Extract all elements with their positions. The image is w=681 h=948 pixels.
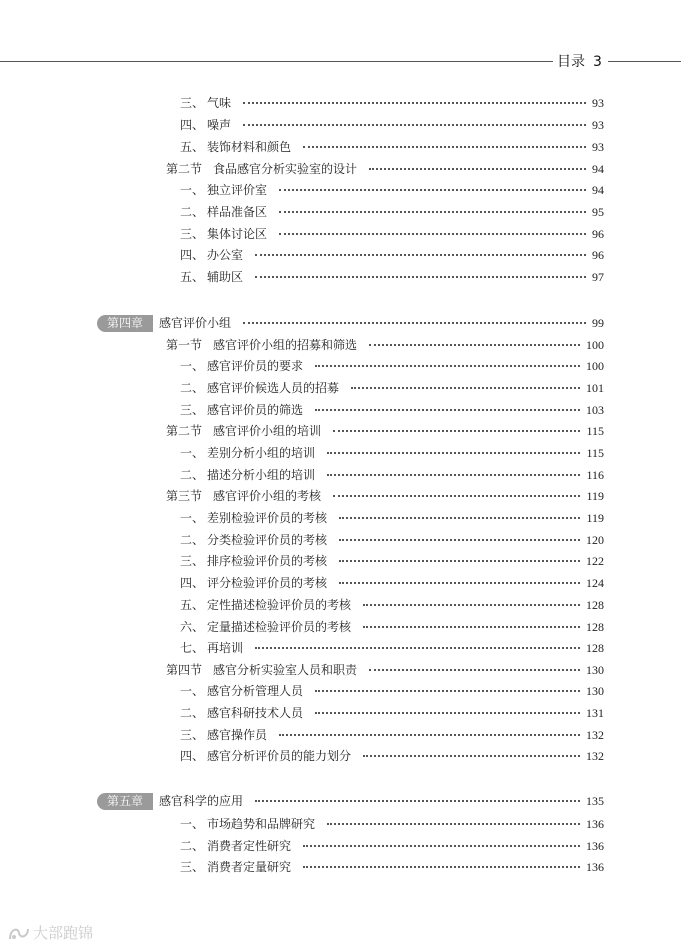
toc-entry-title: 食品感官分析实验室的设计 (213, 162, 358, 176)
toc-entry-label (166, 487, 321, 505)
toc-entry-title: 消费者定量研究 (207, 860, 292, 874)
toc-entry-number: 五、 (180, 598, 205, 612)
toc-item-row[interactable] (0, 639, 681, 657)
running-head-page-number: 3 (593, 54, 602, 70)
toc-entry-page-number: 93 (592, 96, 604, 110)
toc-entry-number: 四、 (180, 749, 205, 763)
toc-dot-leader (339, 560, 580, 562)
toc-item-row[interactable] (0, 116, 681, 134)
toc-entry-number: 二、 (180, 533, 205, 547)
toc-item-row[interactable] (0, 444, 681, 462)
toc-entry-title: 噪声 (207, 118, 232, 132)
toc-item-row[interactable] (0, 401, 681, 419)
toc-entry-page-number: 136 (586, 839, 604, 853)
toc-entry-page-number: 119 (586, 511, 604, 525)
toc-entry-label (180, 444, 315, 462)
toc-entry-number: 三、 (180, 728, 205, 742)
toc-entry-label (180, 466, 315, 484)
toc-entry-number: 一、 (180, 183, 205, 197)
toc-entry-page-number: 115 (586, 424, 604, 438)
toc-entry-page-number: 94 (592, 183, 604, 197)
running-head-title: 目录 (557, 54, 585, 70)
toc-entry-page-number: 96 (592, 227, 604, 241)
toc-entry-page-number: 130 (586, 684, 604, 698)
toc-dot-leader (279, 189, 586, 191)
toc-item-row[interactable] (0, 726, 681, 744)
toc-entry-number: 三、 (180, 96, 205, 110)
toc-dot-leader (363, 604, 580, 606)
toc-entry-label (180, 357, 303, 375)
toc-entry-label (180, 618, 351, 636)
toc-dot-leader (363, 755, 580, 757)
toc-entry-number: 第二节 (166, 162, 203, 176)
toc-dot-leader (279, 233, 586, 235)
toc-entry-title: 感官评价员的要求 (207, 359, 304, 373)
toc-entry-page-number: 93 (592, 140, 604, 154)
toc-entry-title: 装饰材料和颜色 (207, 140, 292, 154)
toc-entry-label (180, 531, 327, 549)
toc-entry-page-number: 135 (586, 794, 604, 808)
toc-entry-label (180, 726, 267, 744)
toc-entry-label (180, 815, 315, 833)
toc-entry-label (180, 401, 303, 419)
toc-entry-number: 五、 (180, 140, 205, 154)
toc-entry-page-number: 95 (592, 205, 604, 219)
toc-entry-title: 评分检验评价员的考核 (207, 576, 328, 590)
toc-entry-page-number: 136 (586, 817, 604, 831)
toc-entry-page-number: 136 (586, 860, 604, 874)
toc-entry-page-number: 103 (586, 403, 604, 417)
toc-entry-title: 气味 (207, 96, 232, 110)
toc-entry-title: 描述分析小组的培训 (207, 468, 316, 482)
running-head (557, 52, 602, 72)
toc-dot-leader (303, 866, 580, 868)
toc-item-row[interactable] (0, 268, 681, 286)
toc-entry-number: 三、 (180, 860, 205, 874)
toc-entry-label (166, 661, 357, 679)
toc-entry-number: 一、 (180, 446, 205, 460)
toc-dot-leader (279, 734, 580, 736)
toc-entry-label (180, 379, 339, 397)
toc-entry-label (180, 574, 327, 592)
toc-entry-page-number: 100 (586, 359, 604, 373)
toc-entry-page-number: 96 (592, 248, 604, 262)
toc-item-row[interactable] (0, 837, 681, 855)
toc-dot-leader (315, 409, 580, 411)
toc-dot-leader (315, 712, 580, 714)
toc-section-row[interactable] (0, 160, 681, 178)
toc-entry-title: 感官评价候选人员的招募 (207, 381, 340, 395)
toc-entry-number: 二、 (180, 205, 205, 219)
toc-entry-number: 四、 (180, 118, 205, 132)
toc-section-row[interactable] (0, 422, 681, 440)
toc-entry-page-number: 100 (586, 338, 604, 352)
toc-entry-number: 一、 (180, 359, 205, 373)
toc-dot-leader (315, 690, 580, 692)
toc-entry-number: 三、 (180, 227, 205, 241)
toc-item-row[interactable] (0, 682, 681, 700)
toc-entry-title: 感官操作员 (207, 728, 268, 742)
toc-entry-page-number: 131 (586, 706, 604, 720)
toc-entry-label (166, 422, 321, 440)
toc-entry-number: 二、 (180, 468, 205, 482)
chapter-badge: 第五章 (97, 793, 153, 810)
toc-entry-label (180, 268, 243, 286)
toc-entry-label (166, 160, 357, 178)
toc-item-row[interactable] (0, 815, 681, 833)
toc-dot-leader (339, 517, 580, 519)
toc-item-row[interactable] (0, 94, 681, 112)
watermark-logo-icon (8, 925, 30, 943)
toc-entry-title: 办公室 (207, 248, 244, 262)
toc-entry-title: 感官评价小组的考核 (213, 489, 322, 503)
toc-entry-page-number: 115 (586, 446, 604, 460)
toc-entry-label (180, 858, 291, 876)
toc-dot-leader (255, 800, 580, 802)
toc-dot-leader (243, 322, 586, 324)
toc-section-row[interactable] (0, 487, 681, 505)
toc-dot-leader (333, 495, 580, 497)
toc-entry-number: 第二节 (166, 424, 203, 438)
toc-entry-page-number: 120 (586, 533, 604, 547)
toc-section-row[interactable] (0, 336, 681, 354)
toc-entry-label (180, 181, 267, 199)
toc-dot-leader (339, 539, 580, 541)
toc-dot-leader (363, 626, 580, 628)
toc-item-row[interactable] (0, 596, 681, 614)
toc-entry-title: 感官评价员的筛选 (207, 403, 304, 417)
toc-dot-leader (243, 102, 586, 104)
toc-dot-leader (255, 647, 580, 649)
toc-dot-leader (279, 211, 586, 213)
toc-dot-leader (303, 146, 586, 148)
toc-entry-title: 感官评价小组的培训 (213, 424, 322, 438)
toc-entry-page-number: 97 (592, 270, 604, 284)
toc-entry-number: 二、 (180, 839, 205, 853)
toc-entry-label (180, 225, 267, 243)
header-rule-tail (608, 61, 681, 62)
toc-entry-number: 二、 (180, 381, 205, 395)
toc-entry-title: 定性描述检验评价员的考核 (207, 598, 352, 612)
toc-dot-leader (339, 582, 580, 584)
toc-item-row[interactable] (0, 552, 681, 570)
toc-item-row[interactable] (0, 574, 681, 592)
toc-entry-title: 感官分析管理人员 (207, 684, 304, 698)
toc-entry-label (180, 94, 231, 112)
toc-item-row[interactable] (0, 357, 681, 375)
toc-entry-label (180, 203, 267, 221)
toc-dot-leader (369, 168, 586, 170)
toc-entry-label (180, 138, 291, 156)
toc-entry-number: 第四节 (166, 663, 203, 677)
toc-dot-leader (369, 669, 580, 671)
toc-item-row[interactable] (0, 225, 681, 243)
toc-entry-label (97, 314, 231, 332)
toc-entry-label (180, 509, 327, 527)
toc-entry-label (180, 246, 243, 264)
toc-entry-page-number: 119 (586, 489, 604, 503)
toc-dot-leader (255, 276, 586, 278)
toc-entry-title: 市场趋势和品牌研究 (207, 817, 316, 831)
toc-item-row[interactable] (0, 531, 681, 549)
toc-item-row[interactable] (0, 466, 681, 484)
toc-chapter-row[interactable] (0, 792, 681, 810)
toc-entry-page-number: 99 (592, 316, 604, 330)
toc-entry-title: 感官评价小组 (159, 316, 232, 330)
toc-entry-number: 三、 (180, 403, 205, 417)
toc-entry-label (180, 837, 291, 855)
watermark-text: 大部跑锦 (33, 924, 94, 942)
toc-entry-number: 一、 (180, 684, 205, 698)
toc-entry-title: 定量描述检验评价员的考核 (207, 620, 352, 634)
toc-item-row[interactable] (0, 203, 681, 221)
toc-entry-title: 感官评价小组的招募和筛选 (213, 338, 358, 352)
toc-section-row[interactable] (0, 661, 681, 679)
toc-item-row[interactable] (0, 618, 681, 636)
toc-entry-title: 排序检验评价员的考核 (207, 554, 328, 568)
toc-entry-page-number: 130 (586, 663, 604, 677)
header-rule (0, 61, 553, 62)
toc-entry-title: 消费者定性研究 (207, 839, 292, 853)
toc-entry-title: 样品准备区 (207, 205, 268, 219)
toc-entry-number: 五、 (180, 270, 205, 284)
toc-entry-label (180, 116, 231, 134)
toc-item-row[interactable] (0, 509, 681, 527)
toc-entry-title: 差别检验评价员的考核 (207, 511, 328, 525)
toc-dot-leader (255, 254, 586, 256)
toc-entry-page-number: 128 (586, 598, 604, 612)
toc-item-row[interactable] (0, 138, 681, 156)
toc-entry-number: 二、 (180, 706, 205, 720)
watermark (8, 922, 93, 944)
toc-entry-label (180, 552, 327, 570)
toc-item-row[interactable] (0, 246, 681, 264)
toc-entry-page-number: 101 (586, 381, 604, 395)
toc-entry-number: 四、 (180, 248, 205, 262)
toc-entry-title: 独立评价室 (207, 183, 268, 197)
toc-dot-leader (303, 845, 580, 847)
toc-entry-label (180, 747, 351, 765)
toc-item-row[interactable] (0, 379, 681, 397)
toc-item-row[interactable] (0, 181, 681, 199)
toc-chapter-row[interactable] (0, 314, 681, 332)
toc-entry-number: 七、 (180, 641, 205, 655)
toc-entry-number: 六、 (180, 620, 205, 634)
chapter-badge: 第四章 (97, 315, 153, 332)
toc-entry-title: 感官分析实验室人员和职责 (213, 663, 358, 677)
toc-entry-title: 感官科研技术人员 (207, 706, 304, 720)
toc-entry-number: 第三节 (166, 489, 203, 503)
toc-entry-title: 再培训 (207, 641, 244, 655)
toc-entry-title: 集体讨论区 (207, 227, 268, 241)
toc-entry-page-number: 93 (592, 118, 604, 132)
toc-dot-leader (369, 344, 580, 346)
toc-entry-page-number: 132 (586, 749, 604, 763)
toc-entry-label (180, 704, 303, 722)
toc-entry-label (166, 336, 357, 354)
toc-entry-number: 一、 (180, 817, 205, 831)
toc-dot-leader (333, 430, 580, 432)
toc-entry-label (180, 639, 243, 657)
toc-entry-page-number: 128 (586, 641, 604, 655)
toc-entry-page-number: 128 (586, 620, 604, 634)
toc-entry-number: 三、 (180, 554, 205, 568)
toc-entry-label (180, 596, 351, 614)
toc-entry-page-number: 122 (586, 554, 604, 568)
toc-dot-leader (327, 823, 580, 825)
toc-item-row[interactable] (0, 747, 681, 765)
toc-entry-label (180, 682, 303, 700)
toc-dot-leader (315, 365, 580, 367)
toc-dot-leader (243, 124, 586, 126)
toc-entry-number: 第一节 (166, 338, 203, 352)
toc-entry-label (97, 792, 243, 810)
toc-entry-title: 差别分析小组的培训 (207, 446, 316, 460)
toc-entry-page-number: 124 (586, 576, 604, 590)
toc-entry-page-number: 94 (592, 162, 604, 176)
toc-entry-title: 辅助区 (207, 270, 244, 284)
toc-entry-title: 感官科学的应用 (159, 794, 244, 808)
toc-item-row[interactable] (0, 704, 681, 722)
toc-dot-leader (327, 452, 580, 454)
toc-entry-page-number: 132 (586, 728, 604, 742)
toc-entry-number: 一、 (180, 511, 205, 525)
toc-entry-title: 分类检验评价员的考核 (207, 533, 328, 547)
toc-item-row[interactable] (0, 858, 681, 876)
toc-entry-title: 感官分析评价员的能力划分 (207, 749, 352, 763)
toc-dot-leader (327, 474, 580, 476)
toc-dot-leader (351, 387, 580, 389)
toc-entry-number: 四、 (180, 576, 205, 590)
toc-entry-page-number: 116 (586, 468, 604, 482)
